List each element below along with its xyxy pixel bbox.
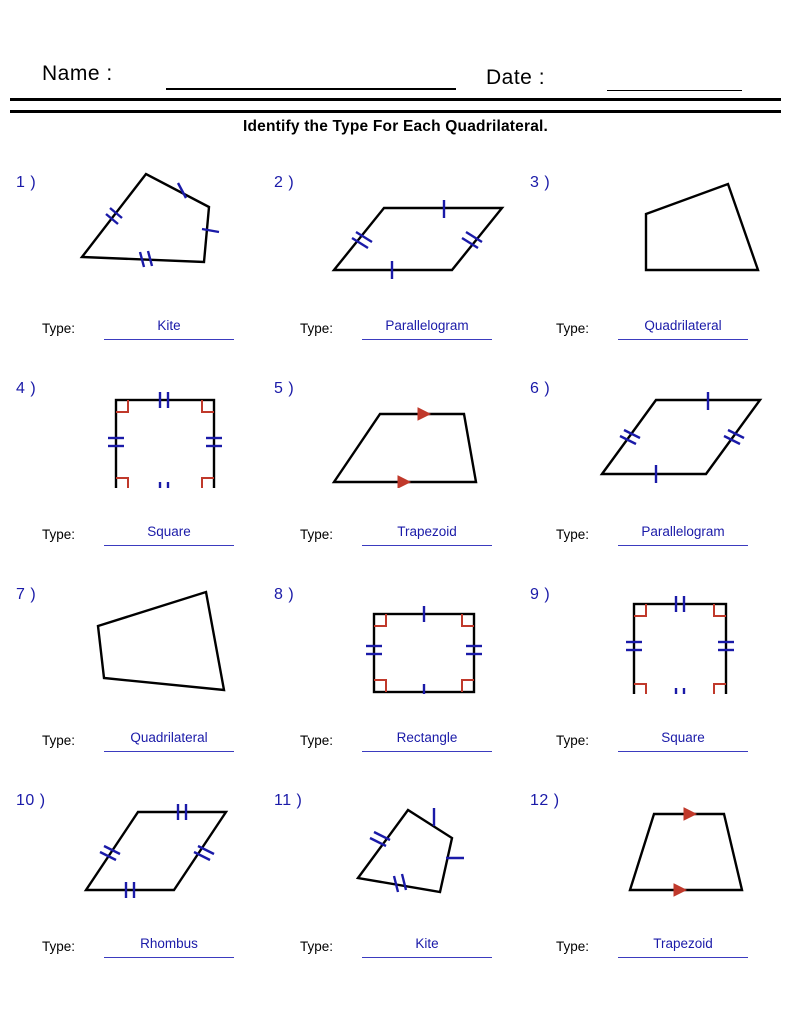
- answer-row-9: [528, 729, 778, 755]
- answer-field-10[interactable]: [104, 935, 234, 958]
- page-title: Identify the Type For Each Quadrilateral.: [242, 118, 549, 135]
- problem-number: 10 ): [16, 792, 46, 809]
- answer-field-2[interactable]: [362, 317, 492, 340]
- answer-row-1: [14, 317, 264, 343]
- answer-field-4[interactable]: [104, 523, 234, 546]
- type-label: Type:: [300, 939, 334, 954]
- quadrilateral-figure-4: [54, 358, 259, 488]
- problem-cell-1: [12, 152, 265, 357]
- answer-text: Quadrilateral: [644, 318, 722, 333]
- answer-row-3: [528, 317, 778, 343]
- type-label: Type:: [556, 733, 590, 748]
- problem-cell-10: [12, 770, 265, 975]
- worksheet-header: [0, 28, 791, 89]
- answer-field-1[interactable]: [104, 317, 234, 340]
- answer-text: Square: [147, 524, 191, 539]
- quadrilateral-figure-3: [568, 152, 773, 282]
- quadrilateral-figure-10: [54, 770, 259, 900]
- answer-row-6: [528, 523, 778, 549]
- quadrilateral-figure-7: [54, 564, 259, 694]
- problem-number: 6 ): [530, 380, 551, 397]
- quadrilateral-figure-1: [54, 152, 259, 282]
- answer-text: Trapezoid: [653, 936, 713, 951]
- answer-row-7: [14, 729, 264, 755]
- problem-number: 11 ): [274, 792, 303, 809]
- problem-number: 8 ): [274, 586, 295, 603]
- answer-row-2: [272, 317, 522, 343]
- quadrilateral-figure-12: [568, 770, 773, 900]
- answer-text: Kite: [157, 318, 181, 333]
- problem-number: 1 ): [16, 174, 37, 191]
- quadrilateral-figure-2: [312, 152, 517, 282]
- type-label: Type:: [42, 321, 76, 336]
- answer-field-9[interactable]: [618, 729, 748, 752]
- problem-number: 3 ): [530, 174, 551, 191]
- answer-text: Quadrilateral: [130, 730, 208, 745]
- problem-number: 2 ): [274, 174, 295, 191]
- type-label: Type:: [42, 939, 76, 954]
- quadrilateral-figure-9: [568, 564, 773, 694]
- problem-number: 5 ): [274, 380, 295, 397]
- type-label: Type:: [300, 321, 334, 336]
- answer-field-11[interactable]: [362, 935, 492, 958]
- answer-field-7[interactable]: [104, 729, 234, 752]
- answer-field-3[interactable]: [618, 317, 748, 340]
- problem-cell-7: [12, 564, 265, 769]
- name-input-line[interactable]: [166, 88, 456, 90]
- quadrilateral-figure-11: [312, 770, 517, 900]
- problem-number: 12 ): [530, 792, 560, 809]
- answer-field-6[interactable]: [618, 523, 748, 546]
- answer-text: Trapezoid: [397, 524, 457, 539]
- name-label: Name :: [42, 62, 113, 85]
- answer-text: Parallelogram: [385, 318, 469, 333]
- problem-cell-6: [526, 358, 779, 563]
- quadrilateral-figure-6: [568, 358, 773, 488]
- answer-field-5[interactable]: [362, 523, 492, 546]
- type-label: Type:: [300, 527, 334, 542]
- type-label: Type:: [42, 733, 76, 748]
- problem-number: 9 ): [530, 586, 551, 603]
- problem-cell-3: [526, 152, 779, 357]
- problem-cell-5: [270, 358, 523, 563]
- quadrilateral-figure-8: [312, 564, 517, 694]
- answer-row-8: [272, 729, 522, 755]
- type-label: Type:: [42, 527, 76, 542]
- date-label: Date :: [486, 66, 546, 89]
- answer-field-8[interactable]: [362, 729, 492, 752]
- answer-field-12[interactable]: [618, 935, 748, 958]
- date-input-line[interactable]: [607, 90, 742, 91]
- answer-row-5: [272, 523, 522, 549]
- type-label: Type:: [556, 527, 590, 542]
- type-label: Type:: [300, 733, 334, 748]
- header-divider-shadow: [12, 110, 781, 113]
- answer-text: Parallelogram: [641, 524, 725, 539]
- answer-row-10: [14, 935, 264, 961]
- answer-text: Rhombus: [140, 936, 198, 951]
- type-label: Type:: [556, 939, 590, 954]
- type-label: Type:: [556, 321, 590, 336]
- answer-text: Square: [661, 730, 705, 745]
- problem-number: 4 ): [16, 380, 37, 397]
- problem-cell-9: [526, 564, 779, 769]
- answer-row-11: [272, 935, 522, 961]
- answer-row-4: [14, 523, 264, 549]
- quadrilateral-figure-5: [312, 358, 517, 488]
- problem-cell-11: [270, 770, 523, 975]
- answer-text: Rectangle: [396, 730, 458, 745]
- problem-cell-8: [270, 564, 523, 769]
- problem-cell-4: [12, 358, 265, 563]
- problem-cell-12: [526, 770, 779, 975]
- problem-number: 7 ): [16, 586, 37, 603]
- answer-text: Kite: [415, 936, 439, 951]
- problem-cell-2: [270, 152, 523, 357]
- answer-row-12: [528, 935, 778, 961]
